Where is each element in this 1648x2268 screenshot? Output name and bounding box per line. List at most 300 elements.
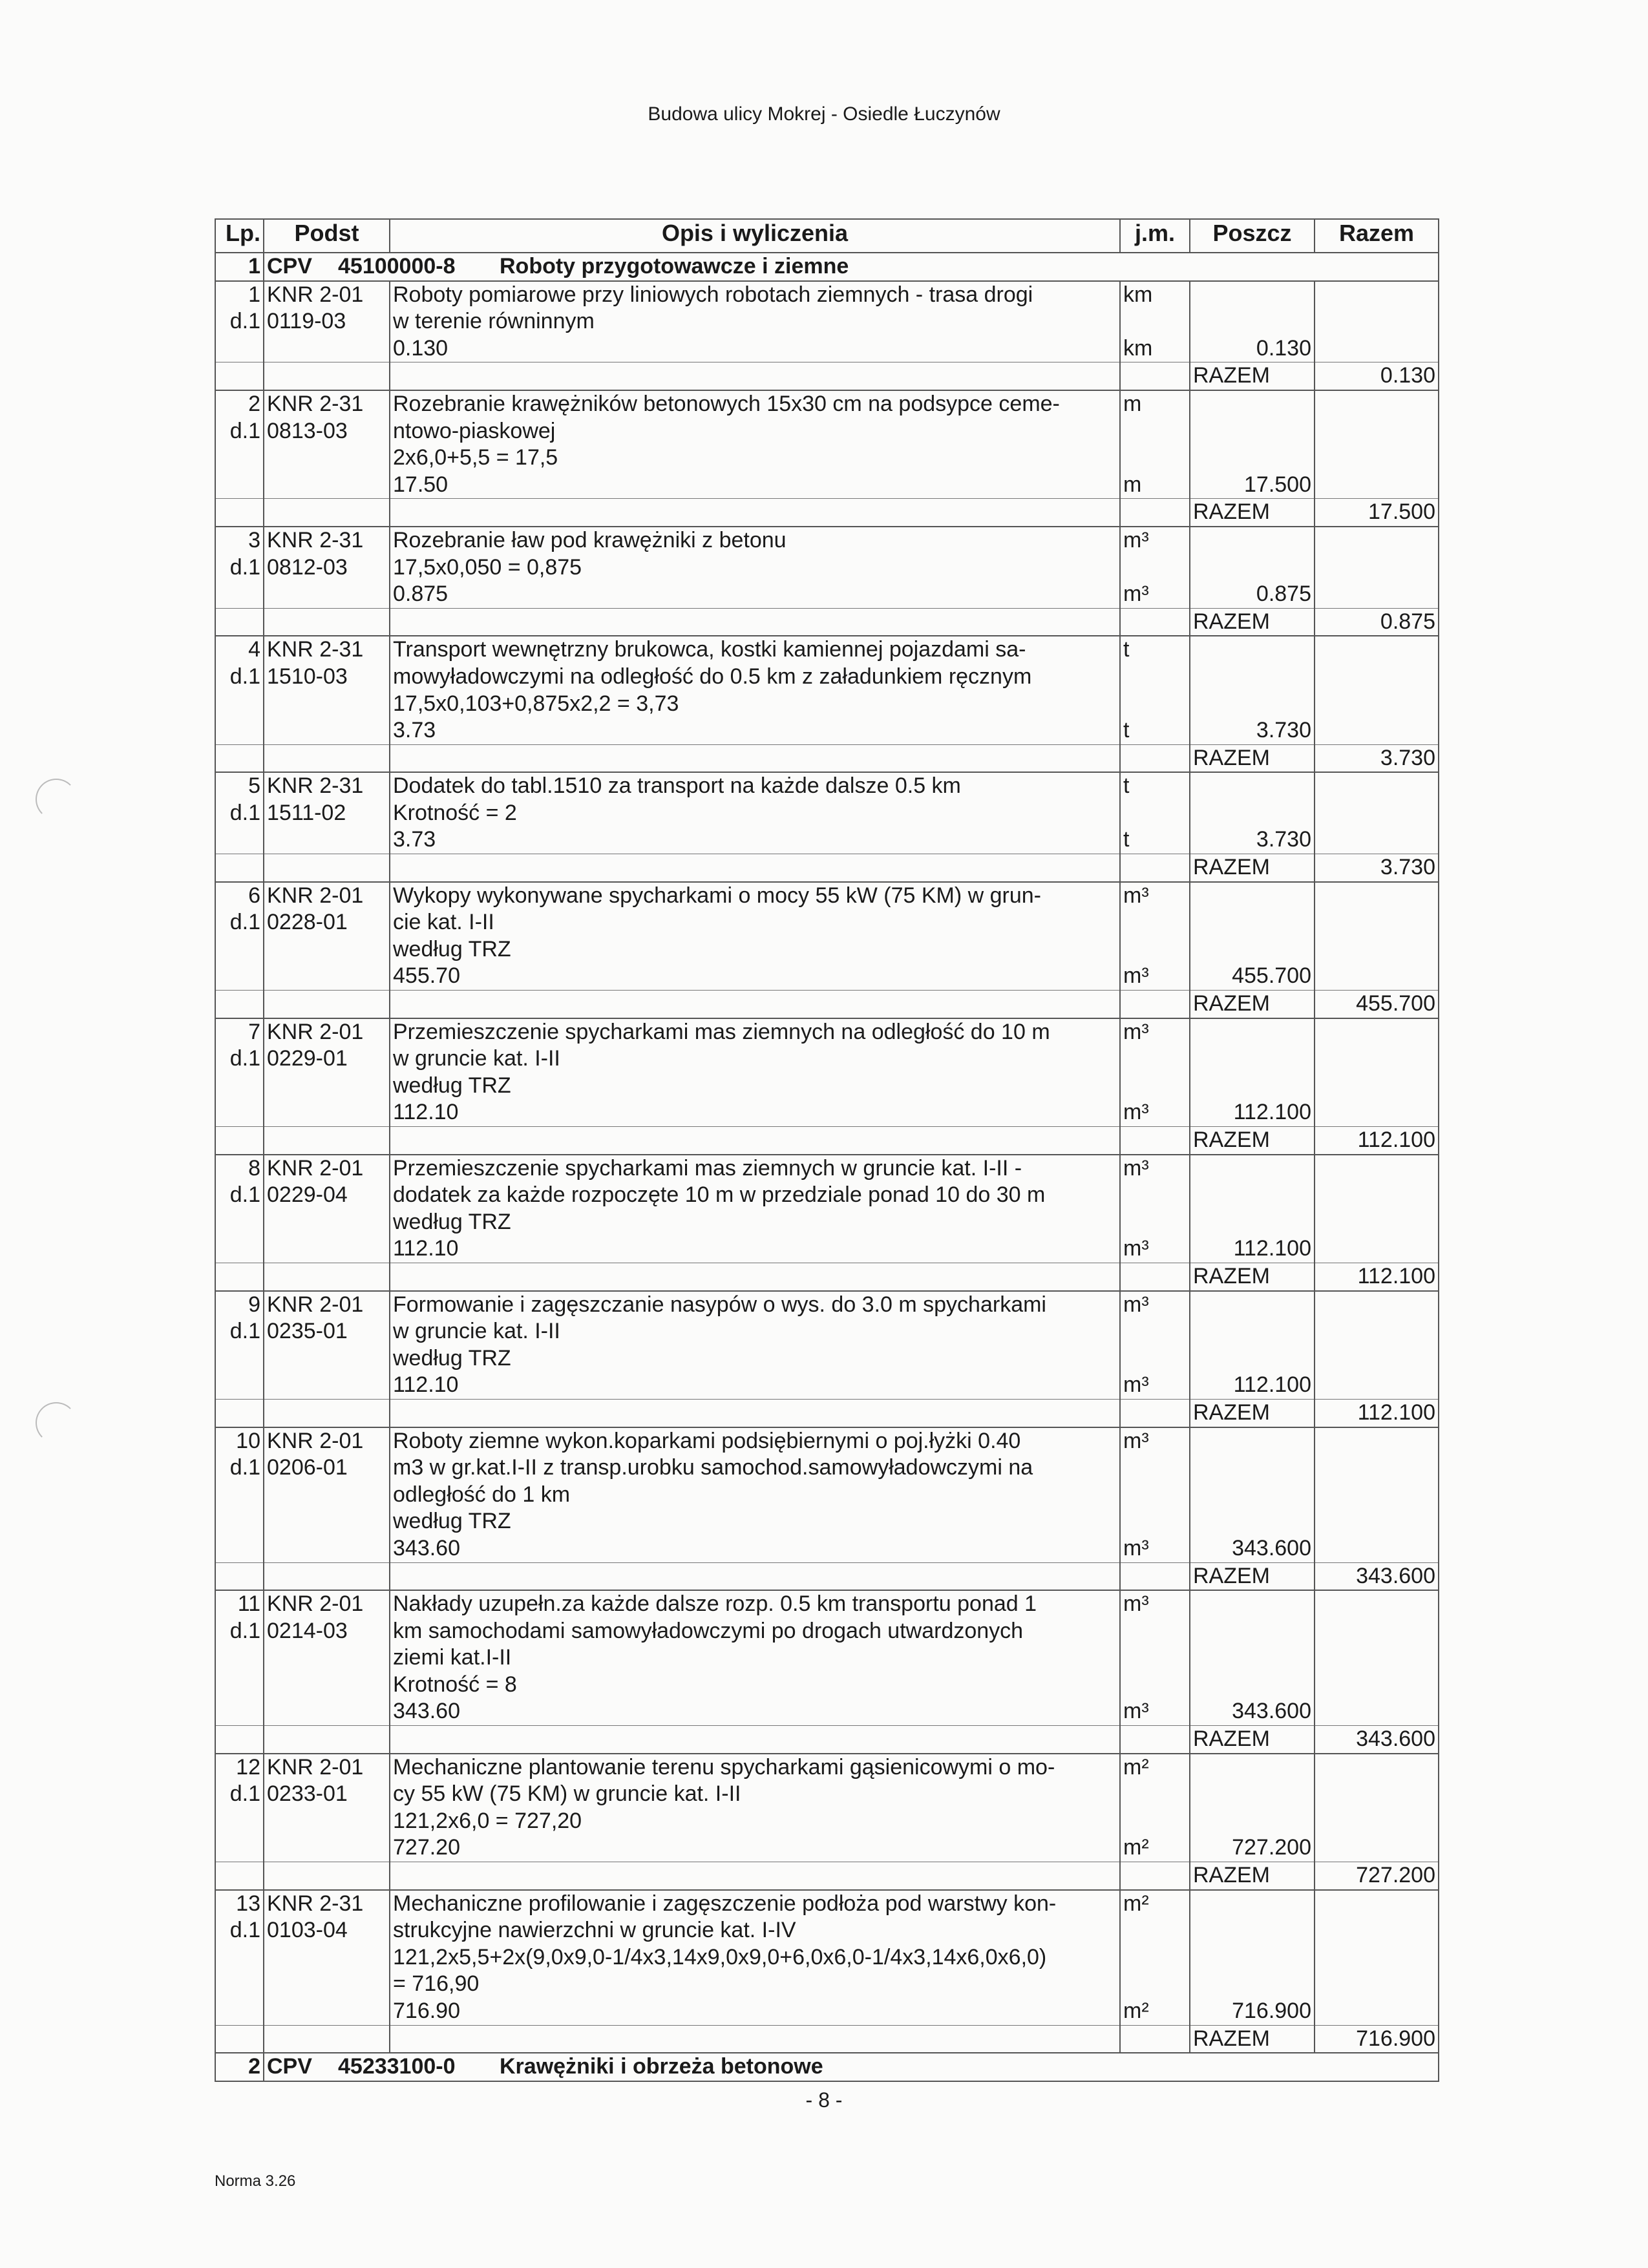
section-cpv-number: 45233100-0 — [338, 2054, 456, 2079]
item-line-row — [215, 936, 1439, 963]
empty-cell — [1190, 1291, 1315, 1319]
empty-cell — [1120, 909, 1190, 936]
item-podst-table: 0228-01 — [264, 909, 390, 936]
empty-cell — [215, 335, 264, 362]
item-result-value: 112.10 — [390, 1235, 1120, 1263]
item-description-line: m3 w gr.kat.I-II z transp.urobku samochod.samowyładowczymi na — [390, 1454, 1120, 1482]
empty-cell — [1190, 1508, 1315, 1535]
item-description-line: dodatek za każde rozpoczęte 10 m w przedziale ponad 10 do 30 m — [390, 1182, 1120, 1209]
section-row — [215, 2053, 1439, 2081]
empty-cell — [1315, 1508, 1439, 1535]
empty-cell — [1190, 1182, 1315, 1209]
empty-cell — [1315, 691, 1439, 718]
empty-cell — [1120, 1862, 1190, 1890]
empty-cell — [264, 1235, 390, 1263]
item-d-label: d.1 — [215, 554, 264, 582]
empty-cell — [1190, 936, 1315, 963]
item-podst-table: 0119-03 — [264, 308, 390, 335]
item-podst-catalog: KNR 2-01 — [264, 1291, 390, 1319]
empty-cell — [1120, 1045, 1190, 1073]
item-total-value: 455.700 — [1315, 991, 1439, 1018]
item-total-value: 343.600 — [1315, 1726, 1439, 1754]
empty-cell — [390, 1862, 1120, 1890]
empty-cell — [1315, 1291, 1439, 1319]
empty-cell — [1190, 1890, 1315, 1918]
empty-cell — [390, 1399, 1120, 1427]
item-total-row — [215, 499, 1439, 527]
empty-cell — [1315, 882, 1439, 910]
item-unit: m³ — [1120, 1018, 1190, 1046]
empty-cell — [1315, 1155, 1439, 1182]
empty-cell — [1190, 445, 1315, 472]
item-unit: m³ — [1120, 527, 1190, 554]
item-calculation-line: 17,5x0,050 = 0,875 — [390, 554, 1120, 582]
item-total-label: RAZEM — [1190, 2025, 1315, 2053]
empty-cell — [1190, 1590, 1315, 1618]
empty-cell — [1315, 963, 1439, 990]
item-podst-table: 1511-02 — [264, 800, 390, 827]
item-description-line: Rozebranie krawężników betonowych 15x30 cm na podsypce ceme- — [390, 390, 1120, 418]
item-line-row — [215, 445, 1439, 472]
item-calculation-line: 2x6,0+5,5 = 17,5 — [390, 445, 1120, 472]
item-calculation-line: = 716,90 — [390, 1971, 1120, 1998]
empty-cell — [264, 362, 390, 390]
empty-cell — [1190, 1917, 1315, 1944]
empty-cell — [215, 1345, 264, 1372]
item-lp: 1 — [215, 281, 264, 309]
empty-cell — [1120, 1808, 1190, 1835]
empty-cell — [1120, 1127, 1190, 1155]
item-podst-catalog: KNR 2-31 — [264, 390, 390, 418]
item-podst-table: 0206-01 — [264, 1454, 390, 1482]
empty-cell — [1315, 1754, 1439, 1781]
empty-cell — [1120, 1263, 1190, 1290]
item-description-line: Formowanie i zagęszczanie nasypów o wys. do 3.0 m spycharkami — [390, 1291, 1120, 1319]
empty-cell — [390, 1263, 1120, 1290]
empty-cell — [264, 1099, 390, 1126]
item-total-row — [215, 608, 1439, 636]
item-line-row — [215, 636, 1439, 664]
empty-cell — [215, 717, 264, 744]
software-version: Norma 3.26 — [215, 2172, 296, 2190]
empty-cell — [1120, 1971, 1190, 1998]
item-description-line: Wykopy wykonywane spycharkami o mocy 55 kW (75 KM) w grun- — [390, 882, 1120, 910]
item-line-row — [215, 1672, 1439, 1699]
item-description-line: ziemi kat.I-II — [390, 1644, 1120, 1672]
empty-cell — [1120, 418, 1190, 445]
empty-cell — [1120, 554, 1190, 582]
item-description-line: Nakłady uzupełn.za każde dalsze rozp. 0.5 km transportu ponad 1 — [390, 1590, 1120, 1618]
item-unit: t — [1120, 826, 1190, 854]
empty-cell — [390, 1726, 1120, 1754]
empty-cell — [1315, 1235, 1439, 1263]
item-unit: m² — [1120, 1754, 1190, 1781]
column-header-opis: Opis i wyliczenia — [390, 219, 1120, 253]
empty-cell — [264, 1698, 390, 1725]
item-unit: t — [1120, 636, 1190, 664]
item-line-row — [215, 1644, 1439, 1672]
item-d-label: d.1 — [215, 1917, 264, 1944]
item-line-row — [215, 1482, 1439, 1509]
item-description-line: Przemieszczenie spycharkami mas ziemnych na odległość do 10 m — [390, 1018, 1120, 1046]
empty-cell — [1315, 1781, 1439, 1808]
item-podst-catalog: KNR 2-01 — [264, 1754, 390, 1781]
item-poszcz-value: 3.730 — [1190, 826, 1315, 854]
empty-cell — [1120, 1454, 1190, 1482]
item-poszcz-value: 455.700 — [1190, 963, 1315, 990]
item-line-row — [215, 691, 1439, 718]
empty-cell — [264, 1562, 390, 1590]
empty-cell — [1120, 1345, 1190, 1372]
item-total-label: RAZEM — [1190, 608, 1315, 636]
item-result-value: 716.90 — [390, 1998, 1120, 2025]
empty-cell — [264, 1862, 390, 1890]
item-poszcz-value: 3.730 — [1190, 717, 1315, 744]
empty-cell — [215, 1099, 264, 1126]
empty-cell — [264, 1372, 390, 1399]
empty-cell — [264, 1482, 390, 1509]
item-podst-catalog: KNR 2-01 — [264, 882, 390, 910]
empty-cell — [1315, 1808, 1439, 1835]
empty-cell — [215, 445, 264, 472]
empty-cell — [215, 2025, 264, 2053]
item-total-label: RAZEM — [1190, 1263, 1315, 1290]
item-description-line: Dodatek do tabl.1510 za transport na każde dalsze 0.5 km — [390, 772, 1120, 800]
item-line-row — [215, 472, 1439, 499]
empty-cell — [1190, 1971, 1315, 1998]
item-d-label: d.1 — [215, 1454, 264, 1482]
empty-cell — [1120, 1917, 1190, 1944]
empty-cell — [215, 1998, 264, 2025]
item-line-row — [215, 772, 1439, 800]
item-description-line: Mechaniczne plantowanie terenu spycharkami gąsienicowymi o mo- — [390, 1754, 1120, 1781]
empty-cell — [1120, 1562, 1190, 1590]
item-calculation-line: 17,5x0,103+0,875x2,2 = 3,73 — [390, 691, 1120, 718]
empty-cell — [1190, 308, 1315, 335]
empty-cell — [215, 1209, 264, 1236]
item-line-row — [215, 308, 1439, 335]
empty-cell — [1315, 1209, 1439, 1236]
item-total-label: RAZEM — [1190, 991, 1315, 1018]
item-unit: t — [1120, 717, 1190, 744]
empty-cell — [1190, 1209, 1315, 1236]
empty-cell — [264, 472, 390, 499]
empty-cell — [1190, 1345, 1315, 1372]
empty-cell — [1120, 445, 1190, 472]
empty-cell — [1315, 1535, 1439, 1562]
empty-cell — [1190, 1781, 1315, 1808]
item-line-row — [215, 963, 1439, 990]
item-unit: m³ — [1120, 1291, 1190, 1319]
item-unit: m³ — [1120, 1155, 1190, 1182]
item-line-row — [215, 1045, 1439, 1073]
empty-cell — [1315, 472, 1439, 499]
column-header-lp: Lp. — [215, 219, 264, 253]
item-total-label: RAZEM — [1190, 499, 1315, 527]
item-total-value: 3.730 — [1315, 744, 1439, 772]
item-result-value: 112.10 — [390, 1372, 1120, 1399]
empty-cell — [1190, 1454, 1315, 1482]
item-line-row — [215, 1018, 1439, 1046]
empty-cell — [1315, 1099, 1439, 1126]
empty-cell — [264, 445, 390, 472]
empty-cell — [1120, 664, 1190, 691]
item-line-row — [215, 1890, 1439, 1918]
empty-cell — [215, 1944, 264, 1971]
empty-cell — [264, 691, 390, 718]
item-d-label: d.1 — [215, 1618, 264, 1645]
item-unit: m³ — [1120, 882, 1190, 910]
empty-cell — [215, 1263, 264, 1290]
item-lp: 11 — [215, 1590, 264, 1618]
item-unit: m³ — [1120, 581, 1190, 608]
item-calculation-line: według TRZ — [390, 936, 1120, 963]
item-result-value: 343.60 — [390, 1535, 1120, 1562]
empty-cell — [215, 499, 264, 527]
item-poszcz-value: 112.100 — [1190, 1235, 1315, 1263]
empty-cell — [1190, 418, 1315, 445]
item-total-row — [215, 854, 1439, 882]
item-podst-catalog: KNR 2-01 — [264, 281, 390, 309]
item-total-value: 112.100 — [1315, 1127, 1439, 1155]
item-line-row — [215, 1291, 1439, 1319]
empty-cell — [215, 826, 264, 854]
item-d-label: d.1 — [215, 418, 264, 445]
empty-cell — [215, 1726, 264, 1754]
column-header-razem: Razem — [1315, 219, 1439, 253]
empty-cell — [1190, 909, 1315, 936]
empty-cell — [1120, 308, 1190, 335]
item-description-line: Przemieszczenie spycharkami mas ziemnych w gruncie kat. I-II - — [390, 1155, 1120, 1182]
item-unit: m³ — [1120, 1535, 1190, 1562]
empty-cell — [1120, 1318, 1190, 1345]
item-unit: m³ — [1120, 963, 1190, 990]
item-total-label: RAZEM — [1190, 1726, 1315, 1754]
item-result-value: 0.875 — [390, 581, 1120, 608]
item-lp: 5 — [215, 772, 264, 800]
empty-cell — [264, 1726, 390, 1754]
empty-cell — [1315, 636, 1439, 664]
item-line-row — [215, 418, 1439, 445]
empty-cell — [1120, 1618, 1190, 1645]
empty-cell — [1315, 335, 1439, 362]
empty-cell — [1315, 1018, 1439, 1046]
empty-cell — [264, 1998, 390, 2025]
item-total-value: 0.875 — [1315, 608, 1439, 636]
item-lp: 8 — [215, 1155, 264, 1182]
item-calculation-line: według TRZ — [390, 1073, 1120, 1100]
item-podst-catalog: KNR 2-01 — [264, 1018, 390, 1046]
empty-cell — [1190, 1045, 1315, 1073]
empty-cell — [390, 854, 1120, 882]
item-line-row — [215, 1535, 1439, 1562]
column-header-jm: j.m. — [1120, 219, 1190, 253]
empty-cell — [1315, 1482, 1439, 1509]
item-lp: 12 — [215, 1754, 264, 1781]
section-title-cell — [264, 2053, 1439, 2081]
empty-cell — [1315, 1454, 1439, 1482]
item-unit: m³ — [1120, 1372, 1190, 1399]
empty-cell — [1315, 909, 1439, 936]
page-number: - 8 - — [805, 2088, 843, 2112]
empty-cell — [264, 1944, 390, 1971]
item-calculation-line: według TRZ — [390, 1508, 1120, 1535]
empty-cell — [215, 936, 264, 963]
item-d-label: d.1 — [215, 1781, 264, 1808]
empty-cell — [215, 1482, 264, 1509]
empty-cell — [264, 335, 390, 362]
item-calculation-line: Krotność = 8 — [390, 1672, 1120, 1699]
item-description-line: w terenie równinnym — [390, 308, 1120, 335]
empty-cell — [1190, 882, 1315, 910]
item-line-row — [215, 1834, 1439, 1862]
empty-cell — [264, 608, 390, 636]
empty-cell — [215, 1562, 264, 1590]
section-lp: 1 — [215, 253, 264, 281]
item-unit: m — [1120, 472, 1190, 499]
item-lp: 7 — [215, 1018, 264, 1046]
empty-cell — [264, 1263, 390, 1290]
item-calculation-line: 121,2x5,5+2x(9,0x9,0-1/4x3,14x9,0x9,0+6,0x6,0-1/4x3,14x6,0x6,0) — [390, 1944, 1120, 1971]
empty-cell — [264, 991, 390, 1018]
item-unit: m³ — [1120, 1235, 1190, 1263]
item-poszcz-value: 17.500 — [1190, 472, 1315, 499]
item-podst-table: 0235-01 — [264, 1318, 390, 1345]
item-podst-table: 0229-04 — [264, 1182, 390, 1209]
item-line-row — [215, 1971, 1439, 1998]
empty-cell — [1190, 1427, 1315, 1455]
empty-cell — [1315, 308, 1439, 335]
empty-cell — [215, 608, 264, 636]
item-description-line: Transport wewnętrzny brukowca, kostki kamiennej pojazdami sa- — [390, 636, 1120, 664]
item-line-row — [215, 1182, 1439, 1209]
empty-cell — [1120, 1508, 1190, 1535]
item-poszcz-value: 112.100 — [1190, 1372, 1315, 1399]
item-podst-table: 0229-01 — [264, 1045, 390, 1073]
empty-cell — [1315, 1890, 1439, 1918]
empty-cell — [390, 744, 1120, 772]
section-cpv-label: CPV — [267, 2054, 312, 2079]
empty-cell — [264, 826, 390, 854]
item-total-row — [215, 362, 1439, 390]
item-podst-catalog: KNR 2-01 — [264, 1590, 390, 1618]
item-total-row — [215, 1862, 1439, 1890]
empty-cell — [264, 499, 390, 527]
page-header-title: Budowa ulicy Mokrej - Osiedle Łuczynów — [648, 103, 1000, 125]
item-result-value: 17.50 — [390, 472, 1120, 499]
empty-cell — [264, 1808, 390, 1835]
empty-cell — [1315, 826, 1439, 854]
empty-cell — [264, 1127, 390, 1155]
item-podst-table: 0812-03 — [264, 554, 390, 582]
empty-cell — [215, 1672, 264, 1699]
item-line-row — [215, 1618, 1439, 1645]
empty-cell — [215, 991, 264, 1018]
empty-cell — [215, 1399, 264, 1427]
empty-cell — [1120, 1482, 1190, 1509]
item-result-value: 112.10 — [390, 1099, 1120, 1126]
empty-cell — [264, 744, 390, 772]
item-lp: 2 — [215, 390, 264, 418]
empty-cell — [1315, 1998, 1439, 2025]
item-total-label: RAZEM — [1190, 744, 1315, 772]
scan-punch-hole-mark — [36, 1402, 77, 1444]
empty-cell — [1315, 554, 1439, 582]
item-podst-table: 1510-03 — [264, 664, 390, 691]
empty-cell — [1315, 1618, 1439, 1645]
item-unit: m³ — [1120, 1590, 1190, 1618]
empty-cell — [1315, 664, 1439, 691]
empty-cell — [1120, 2025, 1190, 2053]
item-podst-catalog: KNR 2-01 — [264, 1427, 390, 1455]
section-title-cell — [264, 253, 1439, 281]
item-line-row — [215, 664, 1439, 691]
empty-cell — [1120, 1399, 1190, 1427]
empty-cell — [264, 963, 390, 990]
item-line-row — [215, 335, 1439, 362]
empty-cell — [215, 1127, 264, 1155]
item-line-row — [215, 527, 1439, 554]
item-total-label: RAZEM — [1190, 1862, 1315, 1890]
item-line-row — [215, 1808, 1439, 1835]
item-description-line: mowyładowczymi na odległość do 0.5 km z załadunkiem ręcznym — [390, 664, 1120, 691]
item-unit: km — [1120, 281, 1190, 309]
empty-cell — [1315, 581, 1439, 608]
item-description-line: Roboty ziemne wykon.koparkami podsiębiernymi o poj.łyżki 0.40 — [390, 1427, 1120, 1455]
item-lp: 13 — [215, 1890, 264, 1918]
empty-cell — [1190, 1155, 1315, 1182]
item-line-row — [215, 1590, 1439, 1618]
item-calculation-line: według TRZ — [390, 1345, 1120, 1372]
item-line-row — [215, 1754, 1439, 1781]
empty-cell — [1315, 1073, 1439, 1100]
table-header-row — [215, 219, 1439, 253]
empty-cell — [1315, 1427, 1439, 1455]
empty-cell — [1190, 1318, 1315, 1345]
empty-cell — [1190, 390, 1315, 418]
empty-cell — [1120, 1209, 1190, 1236]
empty-cell — [1120, 362, 1190, 390]
item-total-value: 112.100 — [1315, 1263, 1439, 1290]
empty-cell — [1120, 800, 1190, 827]
empty-cell — [1315, 445, 1439, 472]
column-header-poszcz: Poszcz — [1190, 219, 1315, 253]
empty-cell — [1315, 1971, 1439, 1998]
empty-cell — [1190, 1618, 1315, 1645]
item-poszcz-value: 0.130 — [1190, 335, 1315, 362]
item-line-row — [215, 1155, 1439, 1182]
scan-punch-hole-mark — [36, 779, 77, 820]
empty-cell — [1120, 499, 1190, 527]
item-line-row — [215, 1781, 1439, 1808]
item-total-value: 716.900 — [1315, 2025, 1439, 2053]
item-total-row — [215, 744, 1439, 772]
item-line-row — [215, 1698, 1439, 1725]
item-poszcz-value: 343.600 — [1190, 1698, 1315, 1725]
item-line-row — [215, 1508, 1439, 1535]
empty-cell — [264, 1535, 390, 1562]
item-result-value: 3.73 — [390, 717, 1120, 744]
item-total-row — [215, 1127, 1439, 1155]
section-cpv-number: 45100000-8 — [338, 254, 456, 278]
item-unit: m³ — [1120, 1427, 1190, 1455]
item-total-value: 0.130 — [1315, 362, 1439, 390]
item-total-value: 17.500 — [1315, 499, 1439, 527]
item-description-line: cy 55 kW (75 KM) w gruncie kat. I-II — [390, 1781, 1120, 1808]
empty-cell — [264, 1644, 390, 1672]
empty-cell — [390, 1562, 1120, 1590]
item-lp: 3 — [215, 527, 264, 554]
